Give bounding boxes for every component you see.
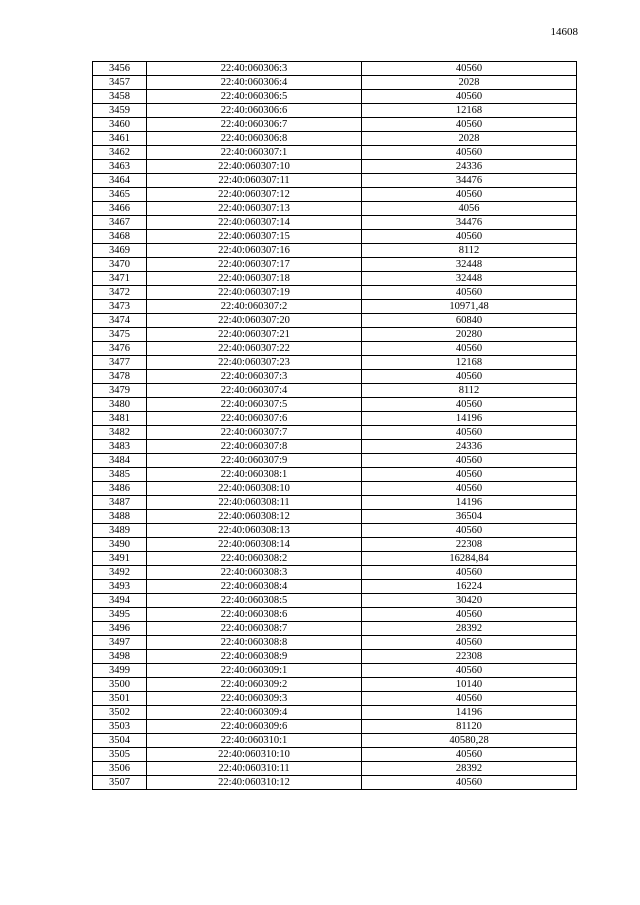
value-cell: 40560: [362, 636, 577, 650]
table-row: [93, 342, 577, 356]
table-row: [93, 370, 577, 384]
table-row: [93, 356, 577, 370]
row-number-cell: 3499: [93, 664, 147, 678]
cadastral-number-cell: 22:40:060308:9: [147, 650, 362, 664]
table-row: [93, 706, 577, 720]
cadastral-number-cell: 22:40:060307:16: [147, 244, 362, 258]
table-row: [93, 594, 577, 608]
value-cell: 32448: [362, 258, 577, 272]
row-number-cell: 3465: [93, 188, 147, 202]
cadastral-number-cell: 22:40:060308:2: [147, 552, 362, 566]
value-cell: 28392: [362, 622, 577, 636]
cadastral-number-cell: 22:40:060307:7: [147, 426, 362, 440]
table-row: [93, 636, 577, 650]
cadastral-number-cell: 22:40:060306:4: [147, 76, 362, 90]
row-number-cell: 3460: [93, 118, 147, 132]
row-number-cell: 3467: [93, 216, 147, 230]
table-row: [93, 748, 577, 762]
value-cell: 40560: [362, 608, 577, 622]
table-row: [93, 468, 577, 482]
value-cell: 12168: [362, 104, 577, 118]
row-number-cell: 3475: [93, 328, 147, 342]
table-row: [93, 608, 577, 622]
table-row: [93, 118, 577, 132]
row-number-cell: 3472: [93, 286, 147, 300]
table-row: [93, 314, 577, 328]
row-number-cell: 3479: [93, 384, 147, 398]
cadastral-number-cell: 22:40:060307:1: [147, 146, 362, 160]
cadastral-number-cell: 22:40:060306:8: [147, 132, 362, 146]
row-number-cell: 3492: [93, 566, 147, 580]
cadastral-number-cell: 22:40:060308:7: [147, 622, 362, 636]
table-row: [93, 734, 577, 748]
value-cell: 24336: [362, 440, 577, 454]
value-cell: 40560: [362, 230, 577, 244]
row-number-cell: 3500: [93, 678, 147, 692]
value-cell: 16284,84: [362, 552, 577, 566]
value-cell: 40580,28: [362, 734, 577, 748]
row-number-cell: 3506: [93, 762, 147, 776]
value-cell: 40560: [362, 692, 577, 706]
cadastral-number-cell: 22:40:060308:4: [147, 580, 362, 594]
value-cell: 40560: [362, 566, 577, 580]
value-cell: 40560: [362, 468, 577, 482]
cadastral-number-cell: 22:40:060308:1: [147, 468, 362, 482]
cadastral-number-cell: 22:40:060308:3: [147, 566, 362, 580]
value-cell: 12168: [362, 356, 577, 370]
table-row: [93, 174, 577, 188]
cadastral-number-cell: 22:40:060306:7: [147, 118, 362, 132]
table-row: [93, 664, 577, 678]
value-cell: 40560: [362, 454, 577, 468]
table-row: [93, 202, 577, 216]
row-number-cell: 3481: [93, 412, 147, 426]
value-cell: 32448: [362, 272, 577, 286]
value-cell: 40560: [362, 286, 577, 300]
table-row: [93, 300, 577, 314]
table-row: [93, 76, 577, 90]
row-number-cell: 3461: [93, 132, 147, 146]
row-number-cell: 3491: [93, 552, 147, 566]
table-row: [93, 132, 577, 146]
row-number-cell: 3484: [93, 454, 147, 468]
value-cell: 40560: [362, 90, 577, 104]
cadastral-number-cell: 22:40:060307:12: [147, 188, 362, 202]
table-row: [93, 244, 577, 258]
value-cell: 40560: [362, 426, 577, 440]
data-table: [92, 61, 577, 790]
table-row: [93, 524, 577, 538]
row-number-cell: 3468: [93, 230, 147, 244]
row-number-cell: 3474: [93, 314, 147, 328]
cadastral-number-cell: 22:40:060307:10: [147, 160, 362, 174]
table-row: [93, 538, 577, 552]
row-number-cell: 3477: [93, 356, 147, 370]
row-number-cell: 3456: [93, 62, 147, 76]
row-number-cell: 3503: [93, 720, 147, 734]
page-number: 14608: [550, 26, 578, 38]
value-cell: 36504: [362, 510, 577, 524]
cadastral-number-cell: 22:40:060307:19: [147, 286, 362, 300]
row-number-cell: 3495: [93, 608, 147, 622]
table-row: [93, 552, 577, 566]
table-body: [93, 62, 577, 790]
cadastral-number-cell: 22:40:060309:2: [147, 678, 362, 692]
table-row: [93, 90, 577, 104]
table-row: [93, 622, 577, 636]
value-cell: 40560: [362, 188, 577, 202]
value-cell: 16224: [362, 580, 577, 594]
table-row: [93, 454, 577, 468]
row-number-cell: 3504: [93, 734, 147, 748]
row-number-cell: 3459: [93, 104, 147, 118]
cadastral-number-cell: 22:40:060308:14: [147, 538, 362, 552]
cadastral-number-cell: 22:40:060308:8: [147, 636, 362, 650]
cadastral-number-cell: 22:40:060309:1: [147, 664, 362, 678]
cadastral-number-cell: 22:40:060310:11: [147, 762, 362, 776]
value-cell: 8112: [362, 384, 577, 398]
value-cell: 14196: [362, 496, 577, 510]
value-cell: 14196: [362, 706, 577, 720]
cadastral-number-cell: 22:40:060307:23: [147, 356, 362, 370]
cadastral-number-cell: 22:40:060307:18: [147, 272, 362, 286]
value-cell: 40560: [362, 342, 577, 356]
row-number-cell: 3485: [93, 468, 147, 482]
table-row: [93, 258, 577, 272]
table-row: [93, 650, 577, 664]
value-cell: 60840: [362, 314, 577, 328]
row-number-cell: 3476: [93, 342, 147, 356]
row-number-cell: 3502: [93, 706, 147, 720]
value-cell: 2028: [362, 76, 577, 90]
table-row: [93, 776, 577, 790]
cadastral-number-cell: 22:40:060307:9: [147, 454, 362, 468]
cadastral-number-cell: 22:40:060307:17: [147, 258, 362, 272]
row-number-cell: 3494: [93, 594, 147, 608]
value-cell: 40560: [362, 370, 577, 384]
cadastral-number-cell: 22:40:060308:10: [147, 482, 362, 496]
cadastral-number-cell: 22:40:060307:21: [147, 328, 362, 342]
value-cell: 10140: [362, 678, 577, 692]
value-cell: 40560: [362, 482, 577, 496]
cadastral-number-cell: 22:40:060307:4: [147, 384, 362, 398]
cadastral-number-cell: 22:40:060307:20: [147, 314, 362, 328]
table-row: [93, 510, 577, 524]
table-row: [93, 426, 577, 440]
table-row: [93, 720, 577, 734]
table-row: [93, 160, 577, 174]
table-row: [93, 496, 577, 510]
value-cell: 10971,48: [362, 300, 577, 314]
value-cell: 40560: [362, 398, 577, 412]
cadastral-number-cell: 22:40:060310:1: [147, 734, 362, 748]
row-number-cell: 3482: [93, 426, 147, 440]
cadastral-number-cell: 22:40:060308:13: [147, 524, 362, 538]
table-row: [93, 692, 577, 706]
value-cell: 40560: [362, 524, 577, 538]
cadastral-number-cell: 22:40:060307:22: [147, 342, 362, 356]
cadastral-number-cell: 22:40:060309:6: [147, 720, 362, 734]
row-number-cell: 3496: [93, 622, 147, 636]
row-number-cell: 3497: [93, 636, 147, 650]
row-number-cell: 3487: [93, 496, 147, 510]
cadastral-number-cell: 22:40:060306:3: [147, 62, 362, 76]
cadastral-number-cell: 22:40:060307:11: [147, 174, 362, 188]
value-cell: 24336: [362, 160, 577, 174]
cadastral-number-cell: 22:40:060307:2: [147, 300, 362, 314]
row-number-cell: 3464: [93, 174, 147, 188]
value-cell: 4056: [362, 202, 577, 216]
value-cell: 20280: [362, 328, 577, 342]
table-row: [93, 482, 577, 496]
value-cell: 81120: [362, 720, 577, 734]
table-row: [93, 384, 577, 398]
table-row: [93, 412, 577, 426]
cadastral-number-cell: 22:40:060308:11: [147, 496, 362, 510]
table-row: [93, 286, 577, 300]
cadastral-number-cell: 22:40:060306:6: [147, 104, 362, 118]
row-number-cell: 3507: [93, 776, 147, 790]
cadastral-number-cell: 22:40:060309:3: [147, 692, 362, 706]
cadastral-number-cell: 22:40:060307:15: [147, 230, 362, 244]
value-cell: 40560: [362, 118, 577, 132]
value-cell: 40560: [362, 748, 577, 762]
table-row: [93, 188, 577, 202]
value-cell: 8112: [362, 244, 577, 258]
cadastral-number-cell: 22:40:060307:3: [147, 370, 362, 384]
row-number-cell: 3486: [93, 482, 147, 496]
value-cell: 30420: [362, 594, 577, 608]
table-row: [93, 762, 577, 776]
table-row: [93, 580, 577, 594]
row-number-cell: 3501: [93, 692, 147, 706]
table-row: [93, 398, 577, 412]
row-number-cell: 3473: [93, 300, 147, 314]
cadastral-number-cell: 22:40:060308:5: [147, 594, 362, 608]
table-row: [93, 678, 577, 692]
cadastral-number-cell: 22:40:060306:5: [147, 90, 362, 104]
row-number-cell: 3471: [93, 272, 147, 286]
value-cell: 34476: [362, 174, 577, 188]
row-number-cell: 3469: [93, 244, 147, 258]
row-number-cell: 3498: [93, 650, 147, 664]
value-cell: 22308: [362, 650, 577, 664]
value-cell: 28392: [362, 762, 577, 776]
cadastral-number-cell: 22:40:060307:14: [147, 216, 362, 230]
value-cell: 40560: [362, 62, 577, 76]
row-number-cell: 3505: [93, 748, 147, 762]
row-number-cell: 3483: [93, 440, 147, 454]
row-number-cell: 3480: [93, 398, 147, 412]
cadastral-number-cell: 22:40:060307:13: [147, 202, 362, 216]
table-row: [93, 272, 577, 286]
value-cell: 40560: [362, 776, 577, 790]
cadastral-number-cell: 22:40:060310:12: [147, 776, 362, 790]
value-cell: 2028: [362, 132, 577, 146]
row-number-cell: 3462: [93, 146, 147, 160]
cadastral-number-cell: 22:40:060308:6: [147, 608, 362, 622]
table-row: [93, 216, 577, 230]
table-row: [93, 104, 577, 118]
value-cell: 22308: [362, 538, 577, 552]
table-row: [93, 62, 577, 76]
row-number-cell: 3458: [93, 90, 147, 104]
row-number-cell: 3489: [93, 524, 147, 538]
table-row: [93, 230, 577, 244]
table-row: [93, 328, 577, 342]
value-cell: 40560: [362, 146, 577, 160]
row-number-cell: 3493: [93, 580, 147, 594]
cadastral-number-cell: 22:40:060307:5: [147, 398, 362, 412]
cadastral-number-cell: 22:40:060307:6: [147, 412, 362, 426]
cadastral-number-cell: 22:40:060309:4: [147, 706, 362, 720]
table-row: [93, 440, 577, 454]
value-cell: 34476: [362, 216, 577, 230]
row-number-cell: 3490: [93, 538, 147, 552]
value-cell: 40560: [362, 664, 577, 678]
table-row: [93, 566, 577, 580]
cadastral-number-cell: 22:40:060307:8: [147, 440, 362, 454]
row-number-cell: 3466: [93, 202, 147, 216]
row-number-cell: 3463: [93, 160, 147, 174]
cadastral-number-cell: 22:40:060310:10: [147, 748, 362, 762]
cadastral-number-cell: 22:40:060308:12: [147, 510, 362, 524]
row-number-cell: 3470: [93, 258, 147, 272]
table-row: [93, 146, 577, 160]
row-number-cell: 3488: [93, 510, 147, 524]
value-cell: 14196: [362, 412, 577, 426]
row-number-cell: 3478: [93, 370, 147, 384]
row-number-cell: 3457: [93, 76, 147, 90]
